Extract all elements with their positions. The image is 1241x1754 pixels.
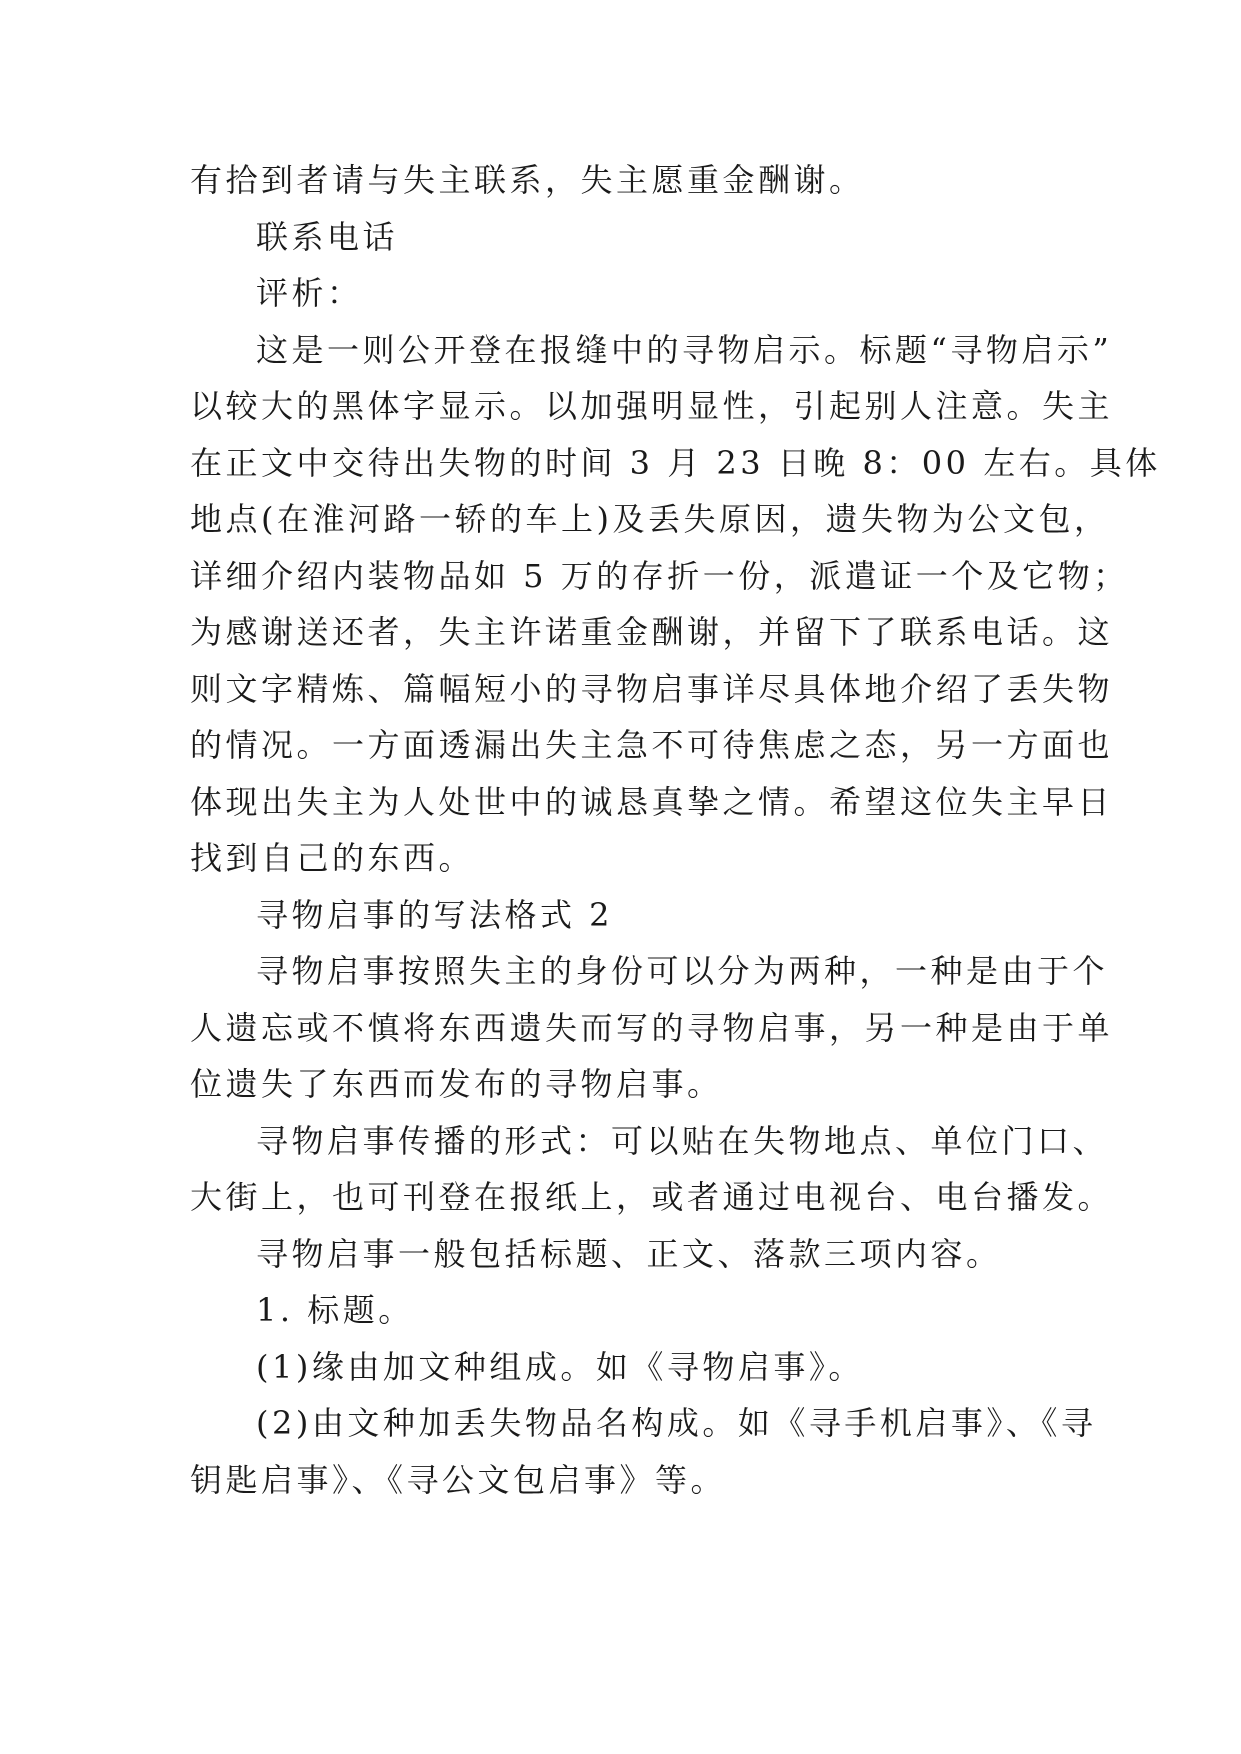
text-line: 评析：	[256, 274, 363, 312]
text-line: 以较大的黑体字显示。以加强明显性，引起别人注意。失主	[190, 387, 1114, 425]
text-line: 位遗失了东西而发布的寻物启事。	[190, 1065, 723, 1103]
text-line: 这是一则公开登在报缝中的寻物启示。标题“寻物启示”	[256, 330, 1113, 369]
text-line: (1)缘由加文种组成。如《寻物启事》。	[256, 1347, 864, 1386]
text-line: 地点(在淮河路一轿的车上)及丢失原因，遗失物为公文包，	[190, 500, 1110, 538]
text-line: 有拾到者请与失主联系，失主愿重金酬谢。	[190, 161, 865, 199]
text-line: 寻物启事传播的形式：可以贴在失物地点、单位门口、	[256, 1121, 1109, 1160]
text-line: 找到自己的东西。	[190, 839, 475, 877]
text-line: 寻物启事的写法格式 2	[256, 895, 614, 934]
text-line: (2)由文种加丢失物品名构成。如《寻手机启事》、《寻	[256, 1404, 1097, 1442]
text-line: 钥匙启事》、《寻公文包启事》等。	[190, 1460, 727, 1499]
text-line: 寻物启事按照失主的身份可以分为两种，一种是由于个	[256, 952, 1109, 990]
text-line: 寻物启事一般包括标题、正文、落款三项内容。	[256, 1234, 1002, 1273]
text-line: 1. 标题。	[256, 1291, 414, 1329]
text-line: 大街上，也可刊登在报纸上，或者通过电视台、电台播发。	[190, 1178, 1114, 1216]
text-line: 在正文中交待出失物的时间 3 月 23 日晚 8：00 左右。具体	[190, 443, 1161, 482]
text-line: 体现出失主为人处世中的诚恳真挚之情。希望这位失主早日	[190, 782, 1114, 821]
document-body	[190, 152, 1161, 1508]
text-line: 详细介绍内装物品如 5 万的存折一份，派遣证一个及它物；	[190, 556, 1129, 595]
text-line: 为感谢送还者，失主许诺重金酬谢，并留下了联系电话。这	[190, 613, 1114, 651]
text-line: 联系电话	[256, 217, 399, 256]
text-line: 人遗忘或不慎将东西遗失而写的寻物启事，另一种是由于单	[190, 1008, 1114, 1047]
text-line: 则文字精炼、篇幅短小的寻物启事详尽具体地介绍了丢失物	[190, 669, 1114, 708]
text-line: 的情况。一方面透漏出失主急不可待焦虑之态，另一方面也	[190, 726, 1114, 764]
